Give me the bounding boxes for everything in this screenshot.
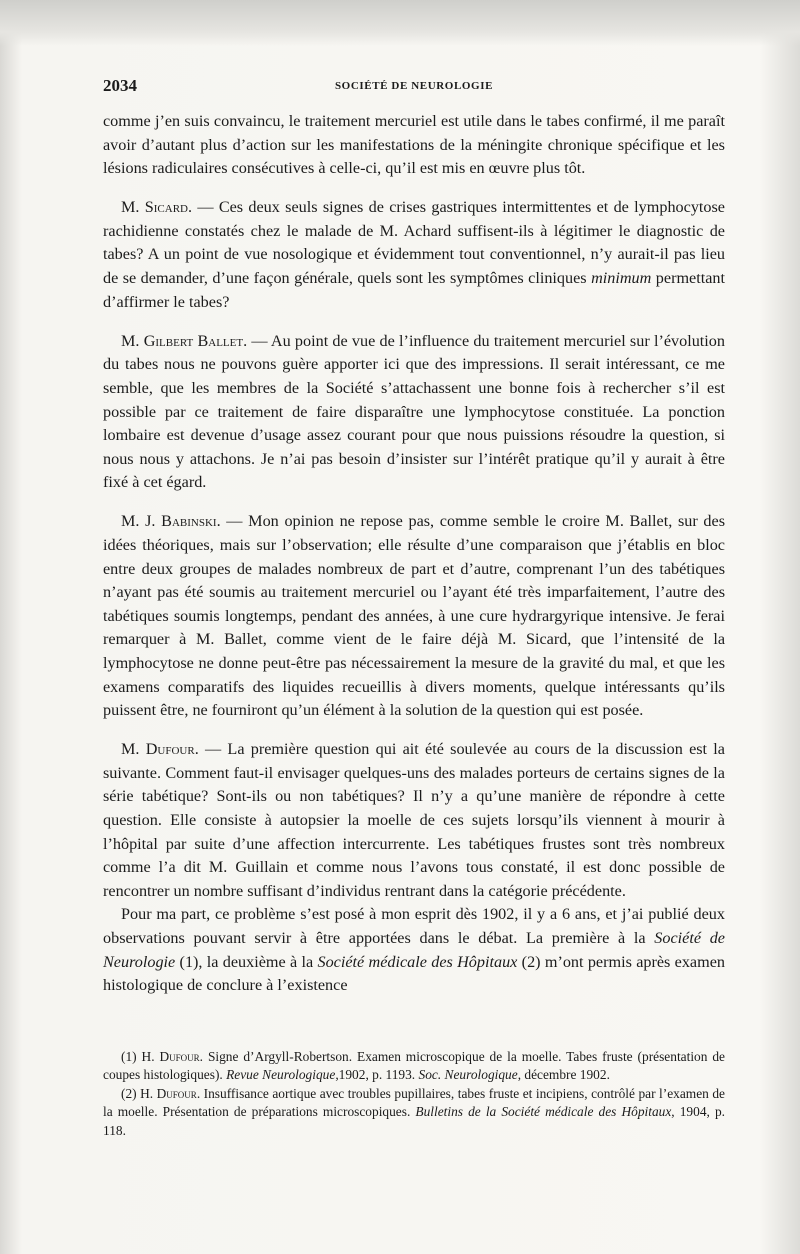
footnote-marker: (2) H. — [121, 1085, 157, 1101]
emphasis: minimum — [591, 269, 652, 288]
paragraph-text: . — Ces deux seuls signes de crises gastriques intermittentes et de lymphocytose rachidienne constatés chez le malade de M. Achard suffisent-ils à légitimer le diagnostic de tabes? A un point de vue nosologique et évidemment tout conventionnel, n’y aurait-il pas lieu de se demander, d’une façon générale, quels sont les symptômes cliniques — [103, 198, 725, 288]
paragraph-text: . — Au point de vue de l’influence du traitement mercuriel sur l’évolution du tabes nous ne pouvons guère apporter ici que des impressions. Il serait intéressant, ce me semble, que les membres de la Société s’attachassent une bonne fois à rechercher s’il est possible par ce traitement de faire disparaître une lymphocytose constituée. La ponction lombaire est devenue d’usage assez courant pour que nous puissions résoudre la question, si nous nous y attachons. Je n’ai pas besoin d’insister sur l’intérêt pratique qu’il y aurait à être fixé à cet égard. — [103, 331, 725, 492]
footnote-text: . Signe d’Argyll-Robertson. Examen microscopique de la moelle. Tabes fruste (présentation de coupes histologiques). — [103, 1049, 725, 1083]
paragraph-text: . — La première question qui ait été soulevée au cours de la discussion est la suivante. Comment faut-il envisager quelques-uns des malades porteurs de certains signes de la série tabétique? Sont-ils ou non tabétiques? Il n’y a qu’une manière de répondre à cette question. Elle consiste à autopsier la moelle de ces sujets lorsqu’ils viennent à mourir à l’hôpital par suite d’une affection intercurrente. Les tabétiques frustes sont très nombreux comme l’a dit M. Guillain et comme nous l’avons tous constaté, il est donc possible de rencontrer un nombre suffisant d’individus rentrant dans la catégorie précédente. — [103, 740, 725, 900]
page-header — [103, 76, 725, 98]
speaker-name: Babinski — [161, 512, 217, 531]
footnote-text: , décembre 1902. — [517, 1067, 610, 1083]
footnote-journal: Bulletins de la Société médicale des Hôpitaux — [415, 1104, 672, 1120]
footnote-author: Dufour — [156, 1085, 197, 1101]
emphasis: Société médicale des Hôpitaux — [317, 952, 518, 971]
footnote-author: Dufour — [159, 1049, 200, 1064]
speaker-prefix: M. — [121, 331, 144, 350]
paragraph-dufour — [103, 738, 725, 903]
paragraph-text: . — Mon opinion ne repose pas, comme semble le croire M. Ballet, sur des idées théoriques, mais sur l’observation; elle résulte d’une comparaison que j’établis en bloc entre deux groupes de malades nombreux de part et d’autre, comprenant l’un des tabétiques n’ayant pas été soumis au traitement mercuriel ou l’ayant été très imparfaitement, l’autre des tabétiques soumis longtemps, pendant des années, à une cure hydrargyrique intensive. Je ferai remarquer à M. Ballet, comme vient de le faire déjà M. Sicard, que l’intensité de la lymphocytose ne donne peut-être pas nécessairement la mesure de la gravité du mal, et que les examens comparatifs des liquides recueillis à divers moments, quelque intéressants qu’ils puissent être, ne fourniront qu’un élément à la solution de la question qui est posée. — [103, 512, 725, 720]
speaker-prefix: M. J. — [121, 512, 162, 531]
paragraph-continuation — [103, 110, 725, 181]
paragraph-text: (2) m’ont permis après examen histologique de conclure à l’existence — [103, 952, 725, 995]
footnote-journal: Soc. Neurologique — [418, 1067, 518, 1083]
speaker-name: Dufour — [145, 740, 195, 759]
speaker-name: Sicard — [144, 198, 188, 217]
paragraph-dufour-continued — [103, 903, 725, 997]
scan-shadow — [0, 0, 800, 46]
footnotes — [103, 1048, 725, 1140]
footnote-text: ,1902, p. 1193. — [335, 1067, 419, 1083]
emphasis: Société de Neurologie — [103, 929, 725, 971]
footnote-marker: (1) H. — [121, 1049, 160, 1064]
paragraph-babinski — [103, 510, 725, 722]
paragraph-text: Pour ma part, ce problème s’est posé à mon esprit dès 1902, il y a 6 ans, et j’ai publié deux observations pouvant servir à être apportées dans le débat. La première à la — [103, 905, 725, 947]
speaker-name: Gilbert Ballet — [143, 331, 244, 350]
footnote-1 — [103, 1048, 725, 1085]
paragraph-text: (1), la deuxième à la — [175, 952, 318, 971]
running-head: SOCIÉTÉ DE NEUROLOGIE — [334, 80, 494, 92]
paragraph-ballet — [103, 330, 725, 495]
speaker-prefix: M. — [121, 198, 145, 217]
page-body — [103, 110, 725, 998]
footnote-2 — [103, 1085, 725, 1140]
footnote-journal: Revue Neurologique — [226, 1067, 336, 1083]
footnote-text: . Insuffisance aortique avec troubles pupillaires, tabes fruste et incipiens, contrôlé par l’examen de la moelle. Présentation de préparations microscopiques. — [103, 1085, 725, 1120]
paragraph-text: comme j’en suis convaincu, le traitement mercuriel est utile dans le tabes confirmé, il me paraît avoir d’autant plus d’action sur les manifestations de la méningite chronique spécifique et les lésions radiculaires consécutives à celle-ci, qu’il est mis en œuvre plus tôt. — [103, 112, 725, 178]
footnote-text: , 1904, p. 118. — [103, 1104, 725, 1138]
page-number: 2034 — [103, 76, 137, 95]
speaker-prefix: M. — [121, 740, 146, 759]
paragraph-sicard — [103, 196, 725, 314]
paragraph-text: permettant d’affirmer le tabes? — [103, 269, 726, 311]
